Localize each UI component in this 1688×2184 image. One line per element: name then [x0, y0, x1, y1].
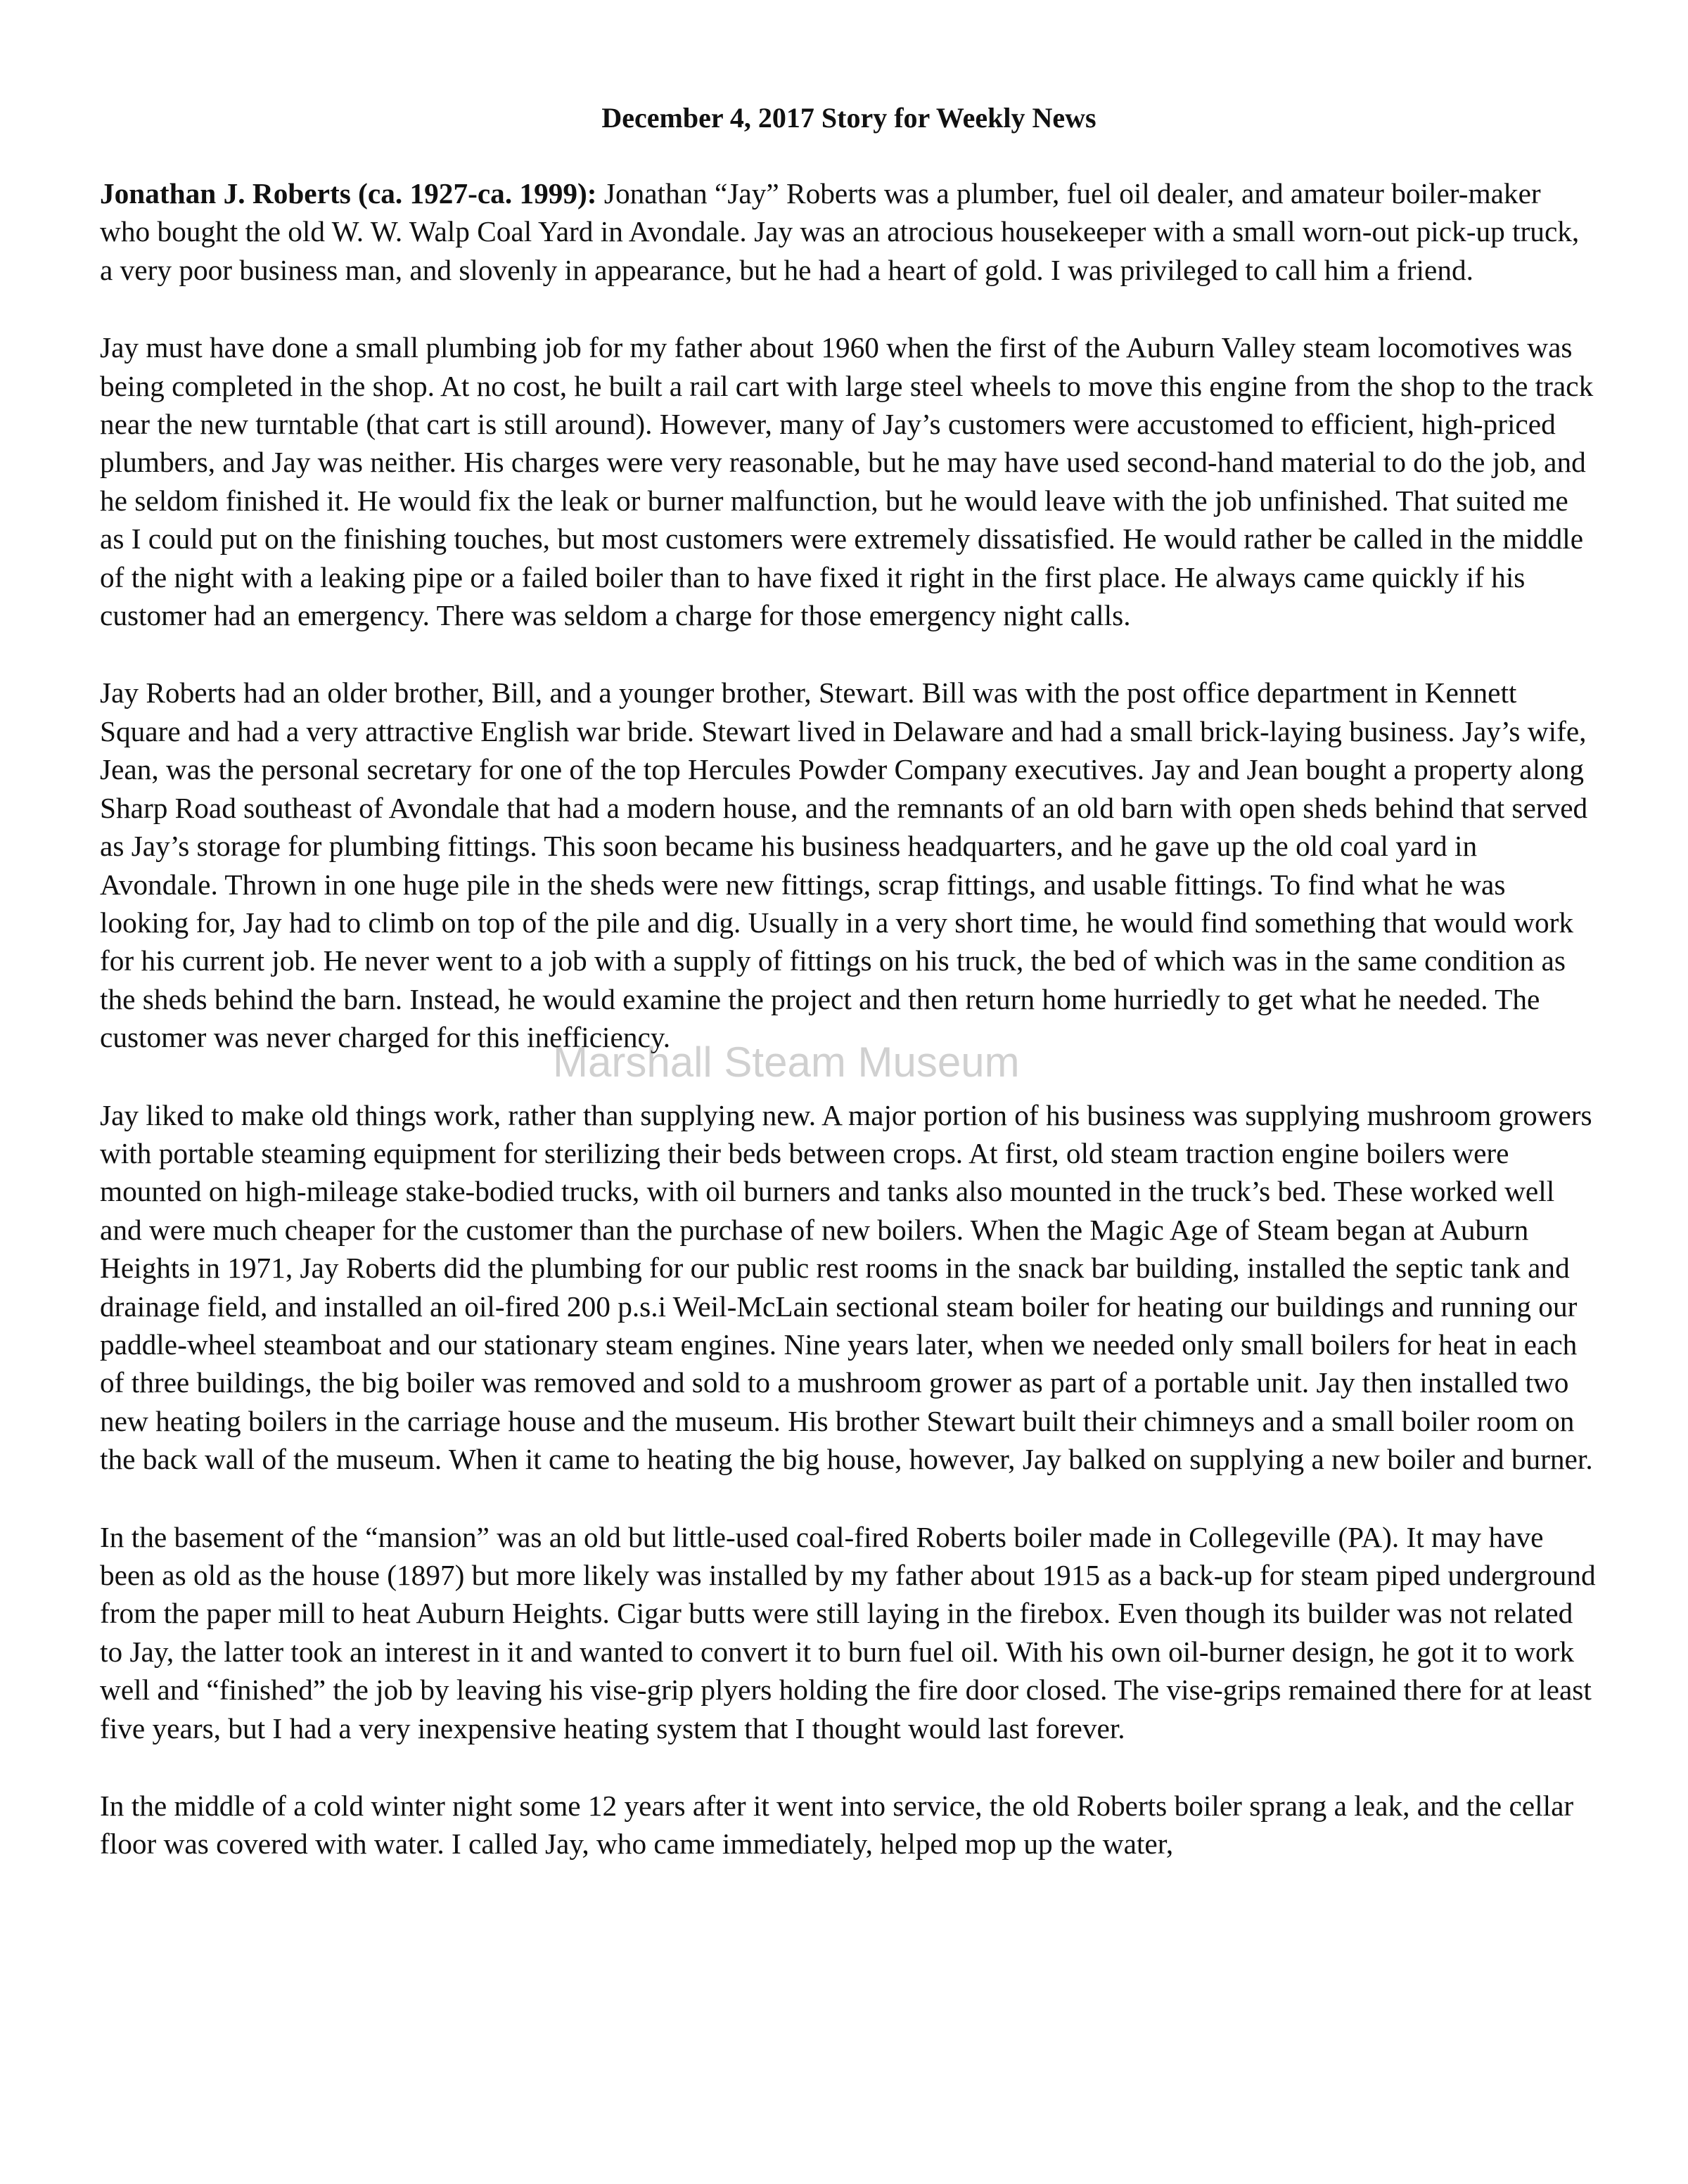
paragraph: Jay liked to make old things work, rather than supplying new. A major portion of his business was supplying mushroom growers with portable steaming equipment for sterilizing their beds between crops. At first, old steam traction engine boilers were mounted on high-mileage stake-bodied trucks, with oil burners and tanks also mounted in the truck’s bed. These worked well and were much cheaper for the customer than the purchase of new boilers. When the Magic Age of Steam began at Auburn Heights in 1971, Jay Roberts did the plumbing for our public rest rooms in the snack bar building, installed the septic tank and drainage field, and installed an oil-fired 200 p.s.i Weil-McLain sectional steam boiler for heating our buildings and running our paddle-wheel steamboat and our stationary steam engines. Nine years later, when we needed only small boilers for heat in each of three buildings, the big boiler was removed and sold to a mushroom grower as part of a portable unit. Jay then installed two new heating boilers in the carriage house and the museum. His brother Stewart built their chimneys and a small boiler room on the back wall of the museum. When it came to heating the big house, however, Jay balked on supplying a new boiler and burner. [100, 1098, 1593, 1476]
paragraph-lead: Jonathan J. Roberts (ca. 1927-ca. 1999): [100, 177, 597, 210]
paragraph-intro [100, 174, 1598, 289]
paragraph: In the middle of a cold winter night some 12 years after it went into service, the old Roberts boiler sprang a leak, and the cellar floor was covered with water. I called Jay, who came immediately, helped mop up the water, [100, 1790, 1574, 1861]
watermark: Marshall Steam Museum [553, 1039, 1020, 1086]
document-title: December 4, 2017 Story for Weekly News [601, 102, 1096, 134]
paragraph: In the basement of the “mansion” was an old but little-used coal-fired Roberts boiler made in Collegeville (PA). It may have been as old as the house (1897) but more likely was installed by my father about 1915 as a back-up for steam piped underground from the paper mill to heat Auburn Heights. Cigar butts were still laying in the firebox. Even though its builder was not related to Jay, the latter took an interest in it and wanted to convert it to burn fuel oil. With his own oil-burner design, he got it to work well and “finished” the job by leaving his vise-grip plyers holding the fire door closed. The vise-grips remained there for at least five years, but I had a very inexpensive heating system that I thought would last forever. [100, 1520, 1596, 1745]
paragraph: Jay must have done a small plumbing job for my father about 1960 when the first of the Auburn Valley steam locomotives was being completed in the shop. At no cost, he built a rail cart with large steel wheels to move this engine from the shop to the track near the new turntable (that cart is still around). However, many of Jay’s customers were accustomed to efficient, high-priced plumbers, and Jay was neither. His charges were very reasonable, but he may have used second-hand material to do the job, and he seldom finished it. He would fix the leak or burner malfunction, but he would leave with the job unfinished. That suited me as I could put on the finishing touches, but most customers were extremely dissatisfied. He would rather be called in the middle of the night with a leaking pipe or a failed boiler than to have fixed it right in the first place. He always came quickly if his customer had an emergency. There was seldom a charge for those emergency night calls. [100, 331, 1594, 632]
paragraph-text: Jonathan “Jay” Roberts was a plumber, fuel oil dealer, and amateur boiler-maker who bought the old W. W. Walp Coal Yard in Avondale. Jay was an atrocious housekeeper with a small worn-out pick-up truck, a very poor business man, and slovenly in appearance, but he had a heart of gold. I was privileged to call him a friend. [100, 177, 1580, 286]
paragraph: Jay Roberts had an older brother, Bill, and a younger brother, Stewart. Bill was with the post office department in Kennett Square and had a very attractive English war bride. Stewart lived in Delaware and had a small brick-laying business. Jay’s wife, Jean, was the personal secretary for one of the top Hercules Powder Company executives. Jay and Jean bought a property along Sharp Road southeast of Avondale that had a modern house, and the remnants of an old barn with open sheds behind that served as Jay’s storage for plumbing fittings. This soon became his business headquarters, and he gave up the old coal yard in Avondale. Thrown in one huge pile in the sheds were new fittings, scrap fittings, and usable fittings. To find what he was looking for, Jay had to climb on top of the pile and dig. Usually in a very short time, he would find something that would work for his current job. He never went to a job with a supply of fittings on his truck, the bed of which was in the same condition as the sheds behind the barn. Instead, he would examine the project and then return home hurriedly to get what he needed. The customer was never charged for this inefficiency. [100, 676, 1588, 1054]
document-body [100, 174, 1598, 1903]
